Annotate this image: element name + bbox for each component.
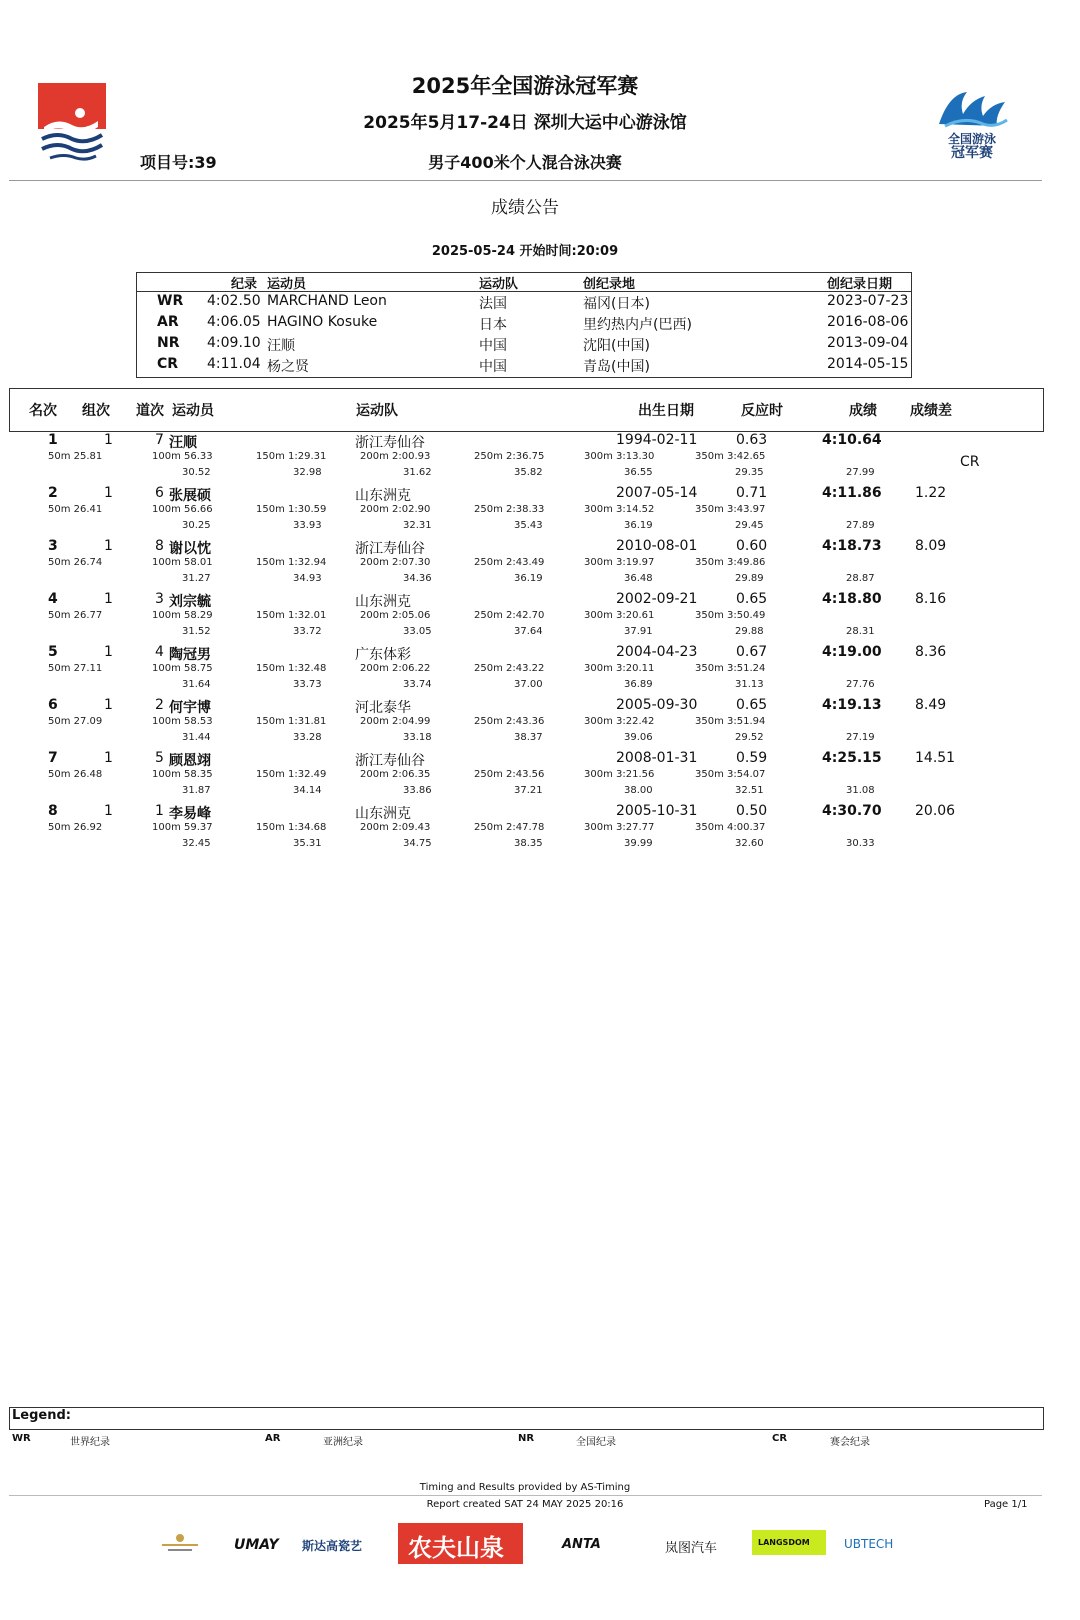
- record-date: 2013-09-04: [827, 335, 909, 351]
- split: 300m 3:14.52: [584, 504, 655, 515]
- split: 100m 58.35: [152, 769, 213, 780]
- split: 250m 2:43.36: [474, 716, 545, 727]
- final-time: 4:10.64: [822, 432, 882, 448]
- record-team: 中国: [479, 338, 507, 354]
- heat: 1: [104, 432, 113, 448]
- legend-desc: 亚洲纪录: [323, 1437, 363, 1448]
- split: 150m 1:30.59: [256, 504, 327, 515]
- team: 浙江寿仙谷: [355, 435, 425, 451]
- sponsor-ubtech: UBTECH: [844, 1537, 894, 1551]
- split: 250m 2:36.75: [474, 451, 545, 462]
- athlete-name: 何宇博: [169, 700, 211, 716]
- lap: 31.52: [182, 626, 211, 637]
- rank: 8: [48, 803, 58, 819]
- sponsor-umay: UMAY: [234, 1537, 279, 1553]
- time-diff: 14.51: [915, 750, 956, 766]
- dates-venue: 2025年5月17-24日 深圳大运中心游泳馆: [363, 113, 687, 133]
- results-header-athlete: 运动员: [172, 403, 214, 419]
- reaction-time: 0.71: [736, 485, 768, 501]
- rank: 3: [48, 538, 58, 554]
- result-row: [0, 538, 1080, 591]
- split: 200m 2:07.30: [360, 557, 431, 568]
- sponsor-anta: ANTA: [562, 1537, 601, 1552]
- lap: 32.98: [293, 467, 322, 478]
- birth-date: 2002-09-21: [616, 591, 698, 607]
- team: 浙江寿仙谷: [355, 753, 425, 769]
- record-code: CR: [157, 356, 179, 372]
- record-date: 2014-05-15: [827, 356, 909, 372]
- split: 150m 1:32.94: [256, 557, 327, 568]
- split: 50m 25.81: [48, 451, 103, 462]
- birth-date: 2007-05-14: [616, 485, 698, 501]
- split: 250m 2:42.70: [474, 610, 545, 621]
- final-time: 4:25.15: [822, 750, 882, 766]
- split: 200m 2:06.22: [360, 663, 431, 674]
- record-row: [137, 356, 911, 376]
- lap: 31.87: [182, 785, 211, 796]
- records-header-team: 运动队: [479, 277, 519, 292]
- lap: 36.19: [514, 573, 543, 584]
- page-number: Page 1/1: [984, 1499, 1028, 1510]
- legend-code: WR: [12, 1433, 31, 1444]
- final-time: 4:11.86: [822, 485, 882, 501]
- lap: 36.48: [624, 573, 653, 584]
- team: 山东洲克: [355, 594, 411, 610]
- split: 350m 4:00.37: [695, 822, 766, 833]
- birth-date: 2004-04-23: [616, 644, 698, 660]
- results-header-team: 运动队: [356, 403, 398, 419]
- lap: 29.35: [735, 467, 764, 478]
- sponsor-nongfu: 农夫山泉: [408, 1534, 504, 1562]
- split: 50m 26.48: [48, 769, 103, 780]
- final-time: 4:19.00: [822, 644, 882, 660]
- split: 300m 3:13.30: [584, 451, 655, 462]
- split: 200m 2:05.06: [360, 610, 431, 621]
- time-diff: 1.22: [915, 485, 947, 501]
- record-place: 沈阳(中国): [583, 338, 650, 354]
- split: 300m 3:19.97: [584, 557, 655, 568]
- timing-credit: Timing and Results provided by AS-Timing: [419, 1482, 631, 1493]
- lap: 31.27: [182, 573, 211, 584]
- results-header-rank: 名次: [29, 403, 57, 419]
- split: 100m 58.29: [152, 610, 213, 621]
- lap: 37.00: [514, 679, 543, 690]
- heat: 1: [104, 485, 113, 501]
- athlete-name: 顾恩翊: [169, 753, 211, 769]
- record-date: 2016-08-06: [827, 314, 909, 330]
- result-row: [0, 485, 1080, 538]
- lap: 33.05: [403, 626, 432, 637]
- split: 300m 3:21.56: [584, 769, 655, 780]
- lap: 35.82: [514, 467, 543, 478]
- record-code: AR: [157, 314, 179, 330]
- lap: 33.18: [403, 732, 432, 743]
- athlete-name: 张展硕: [169, 488, 211, 504]
- rank: 4: [48, 591, 58, 607]
- record-place: 青岛(中国): [583, 359, 650, 375]
- lap: 37.21: [514, 785, 543, 796]
- split: 200m 2:06.35: [360, 769, 431, 780]
- results-header-reaction: 反应时: [741, 403, 783, 419]
- lap: 37.64: [514, 626, 543, 637]
- legend-desc: 赛会纪录: [830, 1437, 870, 1448]
- lap: 29.88: [735, 626, 764, 637]
- split: 350m 3:51.24: [695, 663, 766, 674]
- records-header-date: 创纪录日期: [827, 277, 893, 292]
- lap: 29.89: [735, 573, 764, 584]
- final-time: 4:18.73: [822, 538, 882, 554]
- lap: 38.00: [624, 785, 653, 796]
- record-team: 日本: [479, 317, 507, 333]
- rank: 6: [48, 697, 58, 713]
- split: 350m 3:51.94: [695, 716, 766, 727]
- birth-date: 2008-01-31: [616, 750, 698, 766]
- lap: 39.06: [624, 732, 653, 743]
- records-header: [137, 273, 911, 292]
- record-time: 4:11.04: [207, 356, 261, 372]
- record-row: [137, 335, 911, 355]
- lap: 28.31: [846, 626, 875, 637]
- split: 50m 27.09: [48, 716, 103, 727]
- split: 350m 3:42.65: [695, 451, 766, 462]
- record-holder: MARCHAND Leon: [267, 293, 387, 309]
- split: 250m 2:38.33: [474, 504, 545, 515]
- split: 50m 26.92: [48, 822, 103, 833]
- split: 50m 26.77: [48, 610, 103, 621]
- lap: 36.19: [624, 520, 653, 531]
- team: 广东体彩: [355, 647, 411, 663]
- split: 150m 1:29.31: [256, 451, 327, 462]
- records-header-record: 纪录: [231, 277, 258, 292]
- birth-date: 2005-09-30: [616, 697, 698, 713]
- reaction-time: 0.63: [736, 432, 768, 448]
- record-holder: 汪顺: [267, 338, 295, 354]
- event-number: 项目号:39: [140, 153, 217, 172]
- lap: 34.75: [403, 838, 432, 849]
- legend-code: CR: [772, 1433, 788, 1444]
- lap: 32.51: [735, 785, 764, 796]
- split: 200m 2:00.93: [360, 451, 431, 462]
- competition-title: 2025年全国游泳冠军赛: [411, 74, 639, 98]
- lap: 34.93: [293, 573, 322, 584]
- lane: 4: [155, 644, 164, 660]
- split: 350m 3:43.97: [695, 504, 766, 515]
- lap: 32.31: [403, 520, 432, 531]
- split: 100m 58.53: [152, 716, 213, 727]
- lap: 31.44: [182, 732, 211, 743]
- reaction-time: 0.67: [736, 644, 768, 660]
- sponsor-langsdom: LANGSDOM: [758, 1538, 810, 1547]
- split: 300m 3:27.77: [584, 822, 655, 833]
- report-created: Report created SAT 24 MAY 2025 20:16: [426, 1499, 624, 1510]
- record-code: WR: [157, 293, 184, 309]
- records-header-athlete: 运动员: [267, 277, 307, 292]
- result-row: [0, 644, 1080, 697]
- result-row: [0, 803, 1080, 856]
- athlete-name: 汪顺: [169, 435, 197, 451]
- split: 350m 3:49.86: [695, 557, 766, 568]
- split: 50m 27.11: [48, 663, 103, 674]
- heat: 1: [104, 803, 113, 819]
- lap: 33.86: [403, 785, 432, 796]
- lap: 33.93: [293, 520, 322, 531]
- heat: 1: [104, 644, 113, 660]
- team: 山东洲克: [355, 806, 411, 822]
- team: 浙江寿仙谷: [355, 541, 425, 557]
- split: 150m 1:31.81: [256, 716, 327, 727]
- results-header-time: 成绩: [849, 403, 877, 419]
- results-header-heat: 组次: [82, 403, 110, 419]
- record-code: NR: [157, 335, 180, 351]
- lap: 27.99: [846, 467, 875, 478]
- lap: 33.73: [293, 679, 322, 690]
- lap: 27.76: [846, 679, 875, 690]
- legend-code: AR: [265, 1433, 281, 1444]
- record-date: 2023-07-23: [827, 293, 909, 309]
- split: 200m 2:09.43: [360, 822, 431, 833]
- reaction-time: 0.50: [736, 803, 768, 819]
- sponsor-sida: 斯达高瓷艺: [302, 1539, 363, 1553]
- records-header-place: 创纪录地: [583, 277, 636, 292]
- record-team: 法国: [479, 296, 507, 312]
- split: 250m 2:43.56: [474, 769, 545, 780]
- lane: 2: [155, 697, 164, 713]
- healthy-garden-logo: [160, 1532, 200, 1554]
- lap: 30.52: [182, 467, 211, 478]
- legend-label: Legend:: [12, 1408, 71, 1423]
- results-header-birth: 出生日期: [638, 403, 694, 419]
- heat: 1: [104, 750, 113, 766]
- lap: 29.52: [735, 732, 764, 743]
- lane: 6: [155, 485, 164, 501]
- heat: 1: [104, 538, 113, 554]
- lane: 1: [155, 803, 164, 819]
- lane: 3: [155, 591, 164, 607]
- split: 250m 2:47.78: [474, 822, 545, 833]
- lap: 35.43: [514, 520, 543, 531]
- rank: 7: [48, 750, 58, 766]
- lap: 35.31: [293, 838, 322, 849]
- lap: 30.33: [846, 838, 875, 849]
- split: 100m 59.37: [152, 822, 213, 833]
- time-diff: 20.06: [915, 803, 956, 819]
- lap: 30.25: [182, 520, 211, 531]
- legend-code: NR: [518, 1433, 535, 1444]
- split: 100m 58.75: [152, 663, 213, 674]
- lap: 36.55: [624, 467, 653, 478]
- record-time: 4:02.50: [207, 293, 261, 309]
- record-note: CR: [960, 454, 980, 470]
- rank: 1: [48, 432, 58, 448]
- split: 350m 3:54.07: [695, 769, 766, 780]
- reaction-time: 0.65: [736, 591, 768, 607]
- team: 山东洲克: [355, 488, 411, 504]
- lap: 32.45: [182, 838, 211, 849]
- split: 300m 3:20.61: [584, 610, 655, 621]
- athlete-name: 陶冠男: [169, 647, 211, 663]
- footer-divider: [9, 1495, 1042, 1496]
- record-team: 中国: [479, 359, 507, 375]
- championship-logo-text: 全国游泳 冠军赛: [947, 132, 996, 161]
- sponsor-lantu: 岚图汽车: [665, 1541, 718, 1556]
- lap: 31.13: [735, 679, 764, 690]
- split: 50m 26.41: [48, 504, 103, 515]
- final-time: 4:19.13: [822, 697, 882, 713]
- lap: 39.99: [624, 838, 653, 849]
- split: 250m 2:43.22: [474, 663, 545, 674]
- result-row: [0, 591, 1080, 644]
- results-header-lane: 道次: [136, 403, 164, 419]
- results-bulletin: 成绩公告: [491, 198, 559, 218]
- split: 350m 3:50.49: [695, 610, 766, 621]
- record-holder: HAGINO Kosuke: [267, 314, 378, 330]
- birth-date: 2010-08-01: [616, 538, 698, 554]
- reaction-time: 0.65: [736, 697, 768, 713]
- record-place: 里约热内卢(巴西): [583, 317, 692, 333]
- lap: 31.08: [846, 785, 875, 796]
- time-diff: 8.09: [915, 538, 947, 554]
- lap: 38.37: [514, 732, 543, 743]
- legend-box: [9, 1407, 1044, 1430]
- legend-desc: 世界纪录: [70, 1437, 110, 1448]
- event-name: 男子400米个人混合泳决赛: [428, 153, 622, 172]
- lane: 8: [155, 538, 164, 554]
- lap: 32.60: [735, 838, 764, 849]
- result-row: [0, 697, 1080, 750]
- split: 150m 1:32.01: [256, 610, 327, 621]
- header-divider: [9, 180, 1042, 181]
- lap: 27.89: [846, 520, 875, 531]
- final-time: 4:18.80: [822, 591, 882, 607]
- final-time: 4:30.70: [822, 803, 882, 819]
- records-table: [136, 272, 912, 378]
- record-row: [137, 314, 911, 334]
- record-row: [137, 293, 911, 313]
- results-header: [9, 388, 1044, 432]
- split: 250m 2:43.49: [474, 557, 545, 568]
- result-row: [0, 432, 1080, 485]
- athlete-name: 刘宗毓: [169, 594, 211, 610]
- lap: 28.87: [846, 573, 875, 584]
- lane: 5: [155, 750, 164, 766]
- lap: 27.19: [846, 732, 875, 743]
- split: 50m 26.74: [48, 557, 103, 568]
- lap: 36.89: [624, 679, 653, 690]
- heat: 1: [104, 697, 113, 713]
- birth-date: 1994-02-11: [616, 432, 698, 448]
- lap: 38.35: [514, 838, 543, 849]
- result-row: [0, 750, 1080, 803]
- split: 100m 56.33: [152, 451, 213, 462]
- split: 200m 2:04.99: [360, 716, 431, 727]
- split: 150m 1:32.49: [256, 769, 327, 780]
- split: 100m 56.66: [152, 504, 213, 515]
- record-time: 4:09.10: [207, 335, 261, 351]
- time-diff: 8.36: [915, 644, 947, 660]
- lap: 33.28: [293, 732, 322, 743]
- lap: 31.62: [403, 467, 432, 478]
- split: 300m 3:22.42: [584, 716, 655, 727]
- time-diff: 8.49: [915, 697, 947, 713]
- athlete-name: 李易峰: [169, 806, 211, 822]
- athlete-name: 谢以忱: [169, 541, 211, 557]
- lap: 34.14: [293, 785, 322, 796]
- rank: 5: [48, 644, 58, 660]
- legend-desc: 全国纪录: [576, 1437, 616, 1448]
- lap: 37.91: [624, 626, 653, 637]
- record-time: 4:06.05: [207, 314, 261, 330]
- start-time: 2025-05-24 开始时间:20:09: [431, 244, 619, 259]
- team: 河北泰华: [355, 700, 411, 716]
- lap: 29.45: [735, 520, 764, 531]
- results-header-diff: 成绩差: [910, 403, 952, 419]
- reaction-time: 0.60: [736, 538, 768, 554]
- birth-date: 2005-10-31: [616, 803, 698, 819]
- split: 200m 2:02.90: [360, 504, 431, 515]
- lap: 31.64: [182, 679, 211, 690]
- lap: 33.74: [403, 679, 432, 690]
- split: 300m 3:20.11: [584, 663, 655, 674]
- record-holder: 杨之贤: [267, 359, 309, 375]
- heat: 1: [104, 591, 113, 607]
- record-place: 福冈(日本): [583, 296, 650, 312]
- lane: 7: [155, 432, 164, 448]
- split: 100m 58.01: [152, 557, 213, 568]
- lap: 33.72: [293, 626, 322, 637]
- lap: 34.36: [403, 573, 432, 584]
- split: 150m 1:32.48: [256, 663, 327, 674]
- rank: 2: [48, 485, 58, 501]
- split: 150m 1:34.68: [256, 822, 327, 833]
- reaction-time: 0.59: [736, 750, 768, 766]
- time-diff: 8.16: [915, 591, 947, 607]
